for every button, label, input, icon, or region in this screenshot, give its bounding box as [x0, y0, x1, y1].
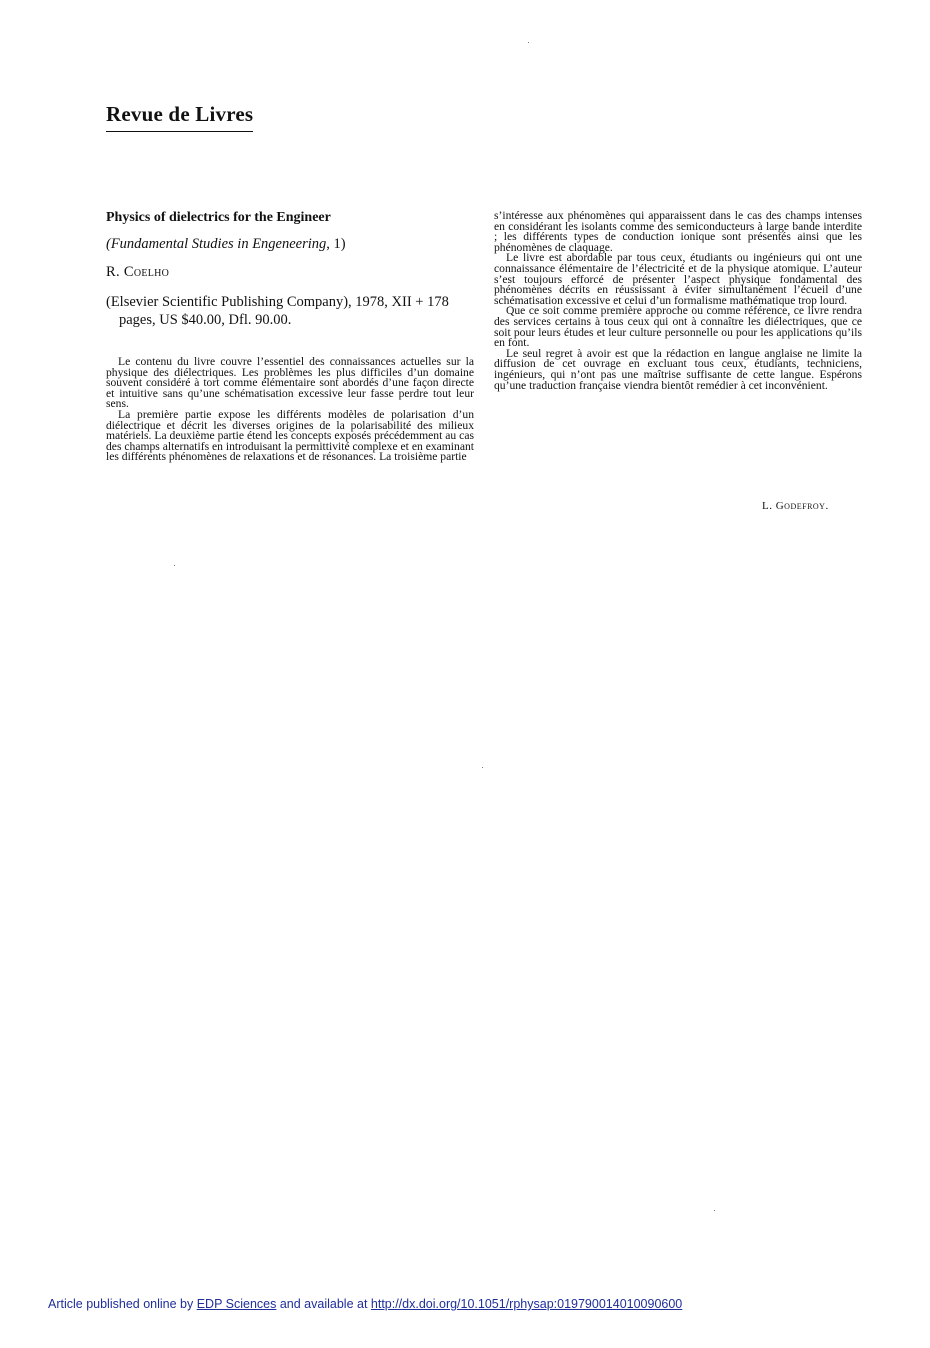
- footer-prefix: Article published online by: [48, 1297, 197, 1311]
- review-left-column: [106, 210, 474, 463]
- scan-speck: [528, 42, 529, 43]
- book-series: [106, 236, 474, 253]
- reviewer-signature: [762, 500, 829, 512]
- review-paragraph: Le livre est abordable par tous ceux, étudiants ou ingénieurs qui ont une connaissance élémentaire de l’électricité et de la physique atomique. L’auteur s’est toujours efforcé de présenter l’aspect physique fondamental des phénomènes décrits en réussissant à éviter simultanément l’écueil d’une schématisation excessive et celui d’un formalisme mathématique trop lourd.: [494, 251, 862, 307]
- review-paragraph: Le contenu du livre couvre l’essentiel des connaissances actuelles sur la physique des diélectriques. Les problèmes les plus difficiles d’un domaine souvent considéré à tort comme élémentaire sont abordés d’une façon directe et intuitive sans qu’une schématisation excessive leur fasse perdre tout leur sens.: [106, 355, 474, 411]
- footer-middle: and available at: [276, 1297, 371, 1311]
- section-title: Revue de Livres: [106, 102, 253, 132]
- series-name: (Fundamental Studies in Engeneering: [106, 236, 327, 252]
- review-right-column: [494, 211, 862, 391]
- doi-link[interactable]: http://dx.doi.org/10.1051/rphysap:019790014010090600: [370, 1297, 683, 1311]
- book-title: Physics of dielectrics for the Engineer: [106, 210, 331, 225]
- reviewer-surname: Godefroy.: [775, 500, 829, 512]
- review-paragraph: Le seul regret à avoir est que la rédaction en langue anglaise ne limite la diffusion de cet ouvrage en excluant tous ceux, étudiants, techniciens, ingénieurs, qui n’ont pas une maîtrise suffisante de cette langue. Espérons qu’une traduction française viendra bientôt remédier à cet inconvénient.: [494, 346, 862, 392]
- review-paragraph: s’intéresse aux phénomènes qui apparaissent dans le cas des champs intenses en considérant les isolants comme des semiconducteurs à large bande interdite ; les différents types de conduction ionique sont présentés ainsi que les phénomènes de claquage.: [494, 209, 862, 254]
- author-initial: R.: [106, 264, 120, 280]
- author-surname: Coelho: [123, 264, 170, 280]
- book-author: [106, 264, 474, 281]
- series-number: , 1): [326, 236, 346, 252]
- edp-sciences-link[interactable]: EDP Sciences: [196, 1297, 277, 1311]
- reviewer-initial: L.: [762, 500, 773, 512]
- book-publisher: (Elsevier Scientific Publishing Company), 1978, XII + 178 pages, US $40.00, Dfl. 90.00.: [106, 294, 449, 328]
- review-paragraph: Que ce soit comme première approche ou comme référence, ce livre rendra des services certains à tous ceux qui ont à connaître les diélectriques, que ce soit pour leurs études et leur culture personnelle ou pour les applications qu’ils en font.: [494, 304, 862, 350]
- publication-footer: [48, 1297, 682, 1311]
- scan-speck: [714, 1210, 715, 1211]
- scan-speck: [482, 767, 483, 768]
- scan-speck: [174, 565, 175, 566]
- review-paragraph: La première partie expose les différents modèles de polarisation d’un diélectrique et décrit les diverses origines de la polarisabilité des milieux matériels. La deuxième partie étend les concepts exposés précédemment au cas des champs alternatifs en introduisant la permittivité complexe et en examinant les différents phénomènes de relaxations et de résonances. La troisième partie: [106, 407, 474, 464]
